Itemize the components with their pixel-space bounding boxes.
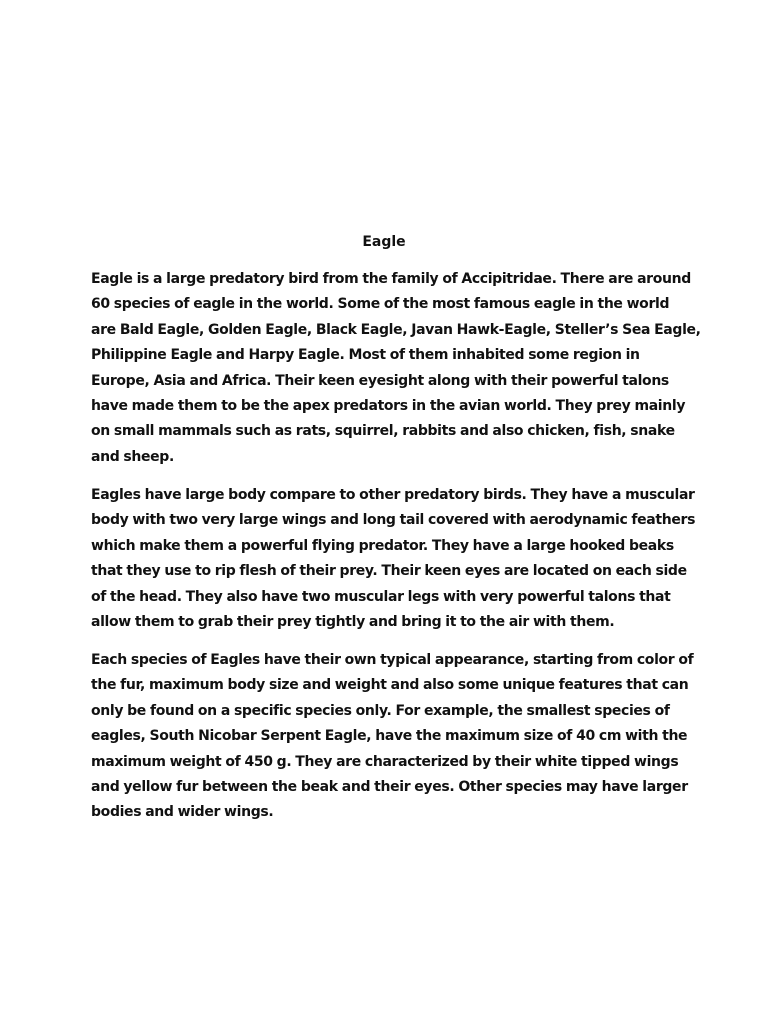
text-line: the fur, maximum body size and weight and also some unique features that can xyxy=(91,677,689,694)
text-line: Eagles have large body compare to other predatory birds. They have a muscular xyxy=(91,487,695,503)
text-line: that they use to rip flesh of their prey. Their keen eyes are located on each side xyxy=(91,563,687,580)
text-line: and sheep. xyxy=(91,448,174,465)
text-line: Europe, Asia and Africa. Their keen eyesight along with their powerful talons xyxy=(91,372,669,389)
text-line: of the head. They also have two muscular legs with very powerful talons that xyxy=(91,588,671,605)
text-line: Eagle is a large predatory bird from the family of Accipitridae. There are around xyxy=(91,271,691,287)
text-line: have made them to be the apex predators in the avian world. They prey mainly xyxy=(91,398,686,415)
document-title: Eagle xyxy=(362,234,406,250)
text-line: bodies and wider wings. xyxy=(91,804,274,821)
text-line: which make them a powerful flying predator. They have a large hooked beaks xyxy=(91,537,674,554)
text-line: eagles, South Nicobar Serpent Eagle, have the maximum size of 40 cm with the xyxy=(91,728,688,745)
text-line: allow them to grab their prey tightly and bring it to the air with them. xyxy=(91,614,615,631)
text-line: Philippine Eagle and Harpy Eagle. Most of them inhabited some region in xyxy=(91,347,640,364)
text-line: Each species of Eagles have their own typical appearance, starting from color of xyxy=(91,652,694,668)
paragraph-3 xyxy=(91,648,694,826)
paragraph-2 xyxy=(91,483,696,635)
text-line: maximum weight of 450 g. They are characterized by their white tipped wings xyxy=(91,753,679,770)
text-line: 60 species of eagle in the world. Some of the most famous eagle in the world xyxy=(91,296,670,313)
text-line: are Bald Eagle, Golden Eagle, Black Eagle, Javan Hawk-Eagle, Steller’s Sea Eagle, xyxy=(91,321,701,338)
paragraph-1 xyxy=(91,267,701,470)
text-line: and yellow fur between the beak and their eyes. Other species may have larger xyxy=(91,779,688,796)
text-line: on small mammals such as rats, squirrel, rabbits and also chicken, fish, snake xyxy=(91,423,675,440)
text-line: only be found on a specific species only. For example, the smallest species of xyxy=(91,702,670,719)
text-line: body with two very large wings and long tail covered with aerodynamic feathers xyxy=(91,512,696,529)
